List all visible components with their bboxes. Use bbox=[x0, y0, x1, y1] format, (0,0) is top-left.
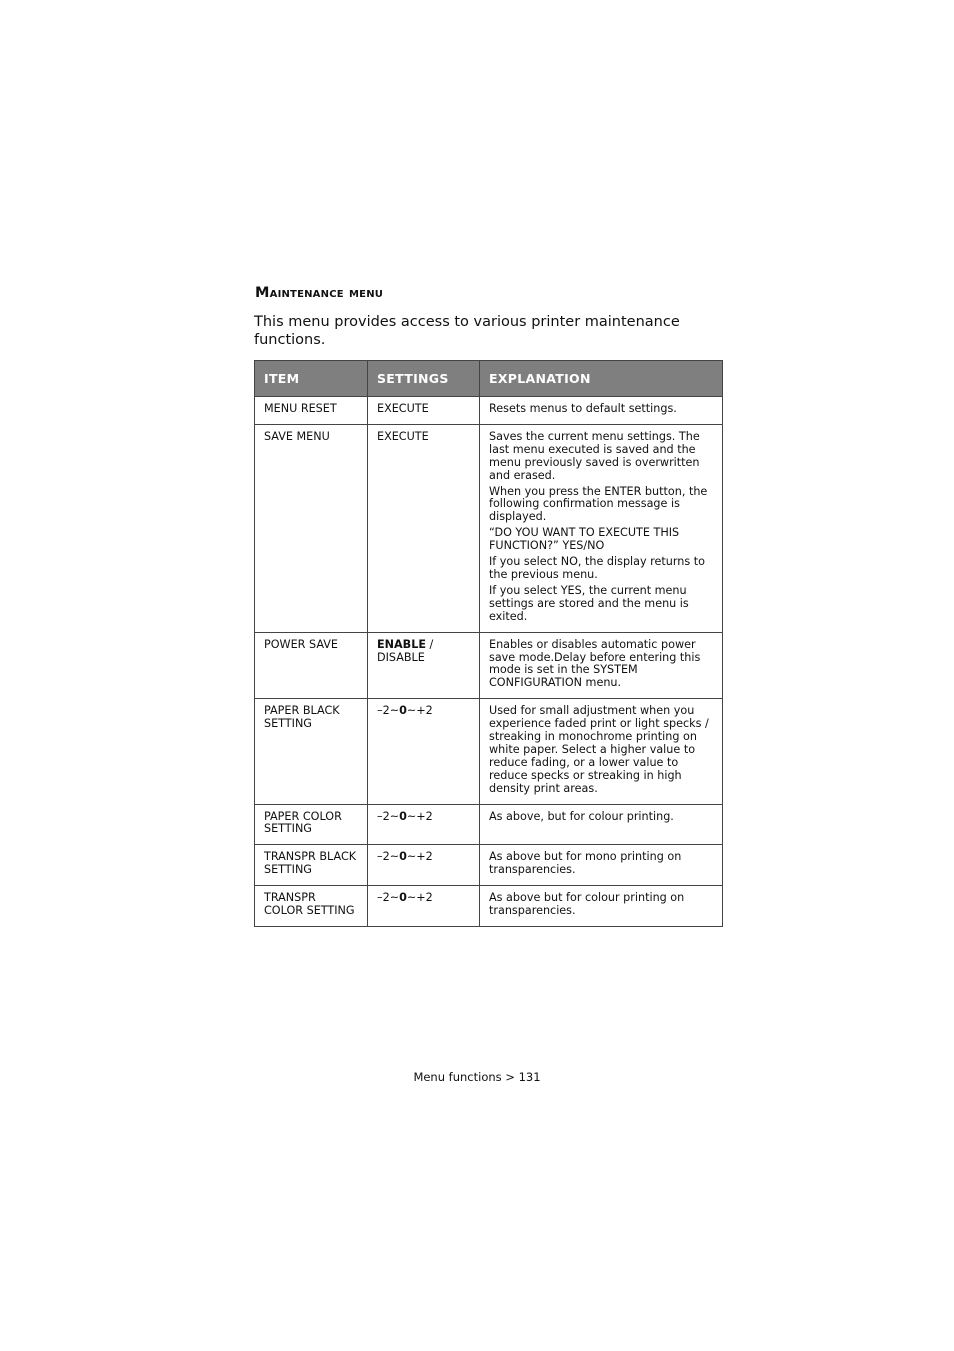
table-row bbox=[255, 804, 723, 845]
table-row bbox=[255, 886, 723, 927]
setting-options: / DISABLE bbox=[377, 637, 434, 664]
range-max: ~+2 bbox=[406, 891, 433, 905]
explanation-paragraph: Resets menus to default settings. bbox=[489, 402, 677, 415]
table-row bbox=[255, 424, 723, 632]
cell-explanation bbox=[480, 804, 723, 845]
cell-item: PAPER BLACK SETTING bbox=[255, 699, 368, 804]
cell-explanation bbox=[480, 632, 723, 699]
explanation-paragraph: As above but for mono printing on transparencies. bbox=[489, 850, 682, 877]
default-setting: 0 bbox=[399, 891, 407, 905]
cell-settings bbox=[368, 632, 480, 699]
cell-explanation bbox=[480, 397, 723, 425]
explanation-paragraph: Enables or disables automatic power save mode.Delay before entering this mode is set in the SYSTEM CONFIGURATION menu. bbox=[489, 637, 701, 690]
cell-settings bbox=[368, 699, 480, 804]
section-title: Maintenance menu bbox=[255, 285, 384, 301]
cell-settings: EXECUTE bbox=[368, 424, 480, 632]
header-settings: SETTINGS bbox=[368, 361, 480, 397]
table-row bbox=[255, 699, 723, 804]
range-min: –2~ bbox=[377, 891, 400, 905]
cell-explanation bbox=[480, 699, 723, 804]
range-max: ~+2 bbox=[406, 704, 433, 718]
cell-settings bbox=[368, 845, 480, 886]
cell-settings: EXECUTE bbox=[368, 397, 480, 425]
cell-explanation bbox=[480, 886, 723, 927]
explanation-paragraph: When you press the ENTER button, the following confirmation message is displayed. bbox=[489, 484, 708, 524]
default-setting: 0 bbox=[399, 850, 407, 864]
page-footer: Menu functions > 131 bbox=[413, 1070, 541, 1084]
range-min: –2~ bbox=[377, 850, 400, 864]
cell-settings bbox=[368, 804, 480, 845]
range-min: –2~ bbox=[377, 704, 400, 718]
default-setting: ENABLE bbox=[377, 637, 426, 651]
explanation-paragraph: Saves the current menu settings. The last menu executed is saved and the menu previously saved is overwritten and erased. bbox=[489, 429, 700, 482]
table-row bbox=[255, 632, 723, 699]
cell-item: TRANSPR COLOR SETTING bbox=[255, 886, 368, 927]
cell-explanation bbox=[480, 424, 723, 632]
explanation-paragraph: If you select NO, the display returns to the previous menu. bbox=[489, 555, 706, 581]
table-row bbox=[255, 397, 723, 425]
cell-item: PAPER COLOR SETTING bbox=[255, 804, 368, 845]
cell-item: MENU RESET bbox=[255, 397, 368, 425]
maintenance-menu-table bbox=[254, 360, 723, 927]
explanation-paragraph: Used for small adjustment when you experience faded print or light specks / streaking in monochrome printing on white paper. Select a higher value to reduce fading, or a lower value to reduce specks or streaking in high density print areas. bbox=[489, 704, 709, 795]
cell-settings bbox=[368, 886, 480, 927]
section-intro: This menu provides access to various printer maintenance functions. bbox=[254, 314, 680, 348]
explanation-paragraph: As above but for colour printing on transparencies. bbox=[489, 891, 685, 918]
table-header-row bbox=[255, 361, 723, 397]
cell-item: TRANSPR BLACK SETTING bbox=[255, 845, 368, 886]
cell-item: POWER SAVE bbox=[255, 632, 368, 699]
explanation-paragraph: As above, but for colour printing. bbox=[489, 809, 674, 823]
cell-item: SAVE MENU bbox=[255, 424, 368, 632]
explanation-paragraph: “DO YOU WANT TO EXECUTE THIS FUNCTION?” YES/NO bbox=[489, 526, 680, 553]
table-row bbox=[255, 845, 723, 886]
range-min: –2~ bbox=[377, 809, 400, 823]
header-explanation: EXPLANATION bbox=[480, 361, 723, 397]
range-max: ~+2 bbox=[406, 850, 433, 864]
explanation-paragraph: If you select YES, the current menu settings are stored and the menu is exited. bbox=[489, 583, 689, 623]
range-max: ~+2 bbox=[406, 809, 433, 823]
header-item: ITEM bbox=[255, 361, 368, 397]
cell-explanation bbox=[480, 845, 723, 886]
default-setting: 0 bbox=[399, 809, 407, 823]
default-setting: 0 bbox=[399, 704, 407, 718]
